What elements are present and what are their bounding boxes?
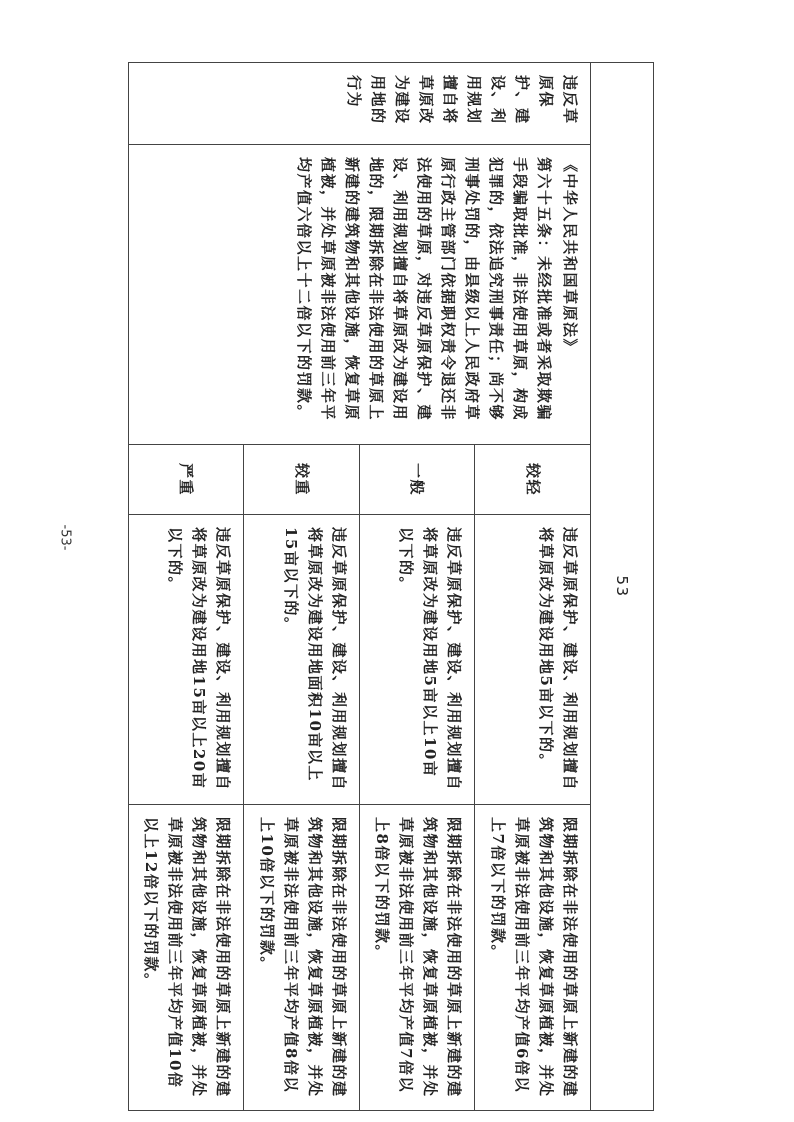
level-cell — [475, 445, 591, 515]
condition-cell — [475, 515, 591, 805]
table-row — [475, 63, 591, 1111]
condition-cell — [244, 515, 360, 805]
penalty-text: 限期拆除在非法使用的草原上新建的建筑物和其他设施，恢复草原植被，并处草原被非法使用前三年平均产值10倍以上12倍以下的罚款。 — [142, 817, 233, 1098]
penalty-cell — [360, 805, 476, 1111]
illegal-behavior-text: 违反草原保护、建设、利用规划擅自将草原改为建设用地的行为 — [345, 75, 579, 125]
level-label: 一般 — [408, 462, 427, 496]
condition-text: 违反草原保护、建设、利用规划擅自将草原改为建设用地5亩以下的。 — [537, 527, 579, 792]
level-cell — [244, 445, 360, 515]
level-label: 较轻 — [523, 462, 542, 496]
law-article-text: 第六十五条：未经批准或者采取欺骗手段骗取批准，非法使用草原，构成犯罪的，依法追究刑事责任；尚不够刑事处罚的，由县级以上人民政府草原行政主管部门依据职权责令退还非法使用的草原，对违反草原保护、建设、利用规划擅自将草原改为建设用地的，限期拆除在非法使用的草原上新建的建筑物和其他设施，恢复草原植被，并处草原被非法使用前三年平均产值六倍以上十二倍以下的罚款。 — [295, 157, 553, 422]
level-label: 严重 — [177, 462, 196, 496]
penalty-text: 限期拆除在非法使用的草原上新建的建筑物和其他设施，恢复草原植被，并处草原被非法使用前三年平均产值8倍以上10倍以下的罚款。 — [258, 817, 348, 1098]
penalty-text: 限期拆除在非法使用的草原上新建的建筑物和其他设施，恢复草原植被，并处草原被非法使用前三年平均产值7倍以上8倍以下的罚款。 — [373, 817, 464, 1098]
level-cell — [129, 445, 245, 515]
penalty-cell — [129, 805, 245, 1111]
legal-basis-cell — [129, 145, 591, 445]
footer-page-number: -53- — [57, 524, 73, 551]
condition-cell — [360, 515, 476, 805]
page-number-row — [591, 63, 654, 1111]
penalty-cell — [475, 805, 591, 1111]
condition-text: 违反草原保护、建设、利用规划擅自将草原改为建设用地面积10亩以上15亩以下的。 — [282, 527, 348, 792]
condition-text: 违反草原保护、建设、利用规划擅自将草原改为建设用地15亩以上20亩以下的。 — [166, 527, 233, 792]
illegal-behavior-cell — [129, 63, 591, 145]
penalty-cell — [244, 805, 360, 1111]
inner-page-number: 53 — [613, 575, 631, 598]
condition-cell — [129, 515, 245, 805]
page-number-cell — [591, 63, 654, 1111]
level-label: 较重 — [292, 462, 311, 496]
law-title: 《中华人民共和国草原法》 — [561, 157, 579, 356]
penalty-standard-table — [128, 62, 654, 1111]
penalty-text: 限期拆除在非法使用的草原上新建的建筑物和其他设施，恢复草原植被，并处草原被非法使用前三年平均产值6倍以上7倍以下的罚款。 — [489, 817, 579, 1098]
level-cell — [360, 445, 476, 515]
condition-text: 违反草原保护、建设、利用规划擅自将草原改为建设用地5亩以上10亩以下的。 — [397, 527, 464, 792]
rotated-table-stage — [128, 62, 654, 1110]
